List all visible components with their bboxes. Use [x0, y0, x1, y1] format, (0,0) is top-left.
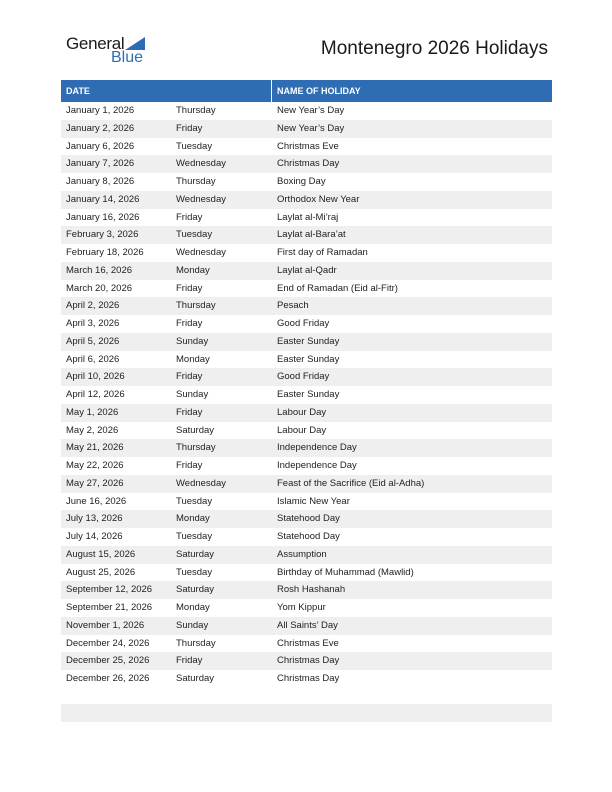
holiday-weekday: Monday [176, 264, 210, 276]
holiday-name: Independence Day [277, 442, 357, 454]
holiday-weekday: Wednesday [176, 247, 226, 258]
date-column-header: DATE [66, 86, 90, 96]
table-row [61, 635, 552, 653]
holiday-name: Orthodox New Year [277, 193, 360, 205]
holiday-weekday: Friday [176, 211, 203, 223]
table-row [61, 138, 552, 156]
holiday-name: Feast of the Sacrifice (Eid al-Adha) [277, 477, 425, 489]
table-row [61, 226, 552, 244]
holiday-weekday: Friday [176, 655, 203, 667]
holiday-date: July 13, 2026 [66, 513, 123, 525]
holiday-date: December 24, 2026 [66, 637, 150, 649]
holiday-date: November 1, 2026 [66, 619, 145, 631]
holiday-name: New Year’s Day [277, 105, 345, 116]
holiday-name: Christmas Eve [277, 637, 339, 649]
table-row [61, 262, 552, 280]
page-title: Montenegro 2026 Holidays [320, 38, 548, 59]
holiday-weekday: Tuesday [176, 495, 213, 507]
holiday-date: April 5, 2026 [66, 335, 120, 347]
holiday-name: Easter Sunday [277, 389, 340, 400]
holiday-weekday: Friday [176, 406, 203, 418]
holiday-date: February 3, 2026 [66, 229, 139, 241]
holiday-name: Independence Day [277, 460, 357, 471]
holiday-weekday: Friday [176, 282, 203, 294]
holiday-name: Rosh Hashanah [277, 584, 346, 596]
holiday-date: January 6, 2026 [66, 140, 135, 152]
table-row [61, 493, 552, 511]
holiday-name-column-header: NAME OF HOLIDAY [277, 86, 361, 96]
holiday-date: June 16, 2026 [66, 495, 127, 507]
holiday-weekday: Friday [176, 460, 203, 471]
holiday-weekday: Thursday [176, 637, 216, 649]
table-row [61, 404, 552, 422]
table-row [61, 297, 552, 315]
holiday-date: February 18, 2026 [66, 247, 144, 258]
table-row [61, 386, 552, 404]
holiday-name: Good Friday [277, 371, 330, 383]
table-row [61, 280, 552, 298]
holiday-date: September 12, 2026 [66, 584, 153, 596]
holiday-date: January 14, 2026 [66, 193, 140, 205]
holiday-date: April 12, 2026 [66, 389, 125, 400]
holiday-name: Labour Day [277, 424, 327, 436]
holiday-name: Assumption [277, 548, 327, 560]
holiday-date: April 3, 2026 [66, 318, 120, 329]
table-body [61, 102, 552, 688]
holiday-date: March 20, 2026 [66, 282, 133, 294]
table-row [61, 102, 552, 120]
holiday-weekday: Friday [176, 122, 203, 134]
table-row [61, 368, 552, 386]
holiday-name: Good Friday [277, 318, 330, 329]
footer-bar [61, 704, 552, 722]
table-row [61, 510, 552, 528]
holiday-date: May 1, 2026 [66, 406, 119, 418]
holiday-date: May 27, 2026 [66, 477, 124, 489]
holiday-weekday: Tuesday [176, 566, 213, 578]
holiday-weekday: Thursday [176, 300, 216, 312]
holiday-name: Easter Sunday [277, 335, 340, 347]
holiday-name: Boxing Day [277, 176, 326, 187]
holiday-name: Laylat al-Bara’at [277, 229, 346, 241]
table-row [61, 439, 552, 457]
holiday-weekday: Saturday [176, 548, 215, 560]
holiday-name: First day of Ramadan [277, 247, 368, 258]
holiday-name: End of Ramadan (Eid al-Fitr) [277, 282, 398, 294]
holiday-name: Christmas Day [277, 655, 340, 667]
holiday-date: March 16, 2026 [66, 264, 133, 276]
holiday-weekday: Thursday [176, 442, 216, 454]
holiday-name: All Saints’ Day [277, 619, 338, 631]
holiday-date: January 1, 2026 [66, 105, 135, 116]
holiday-date: July 14, 2026 [66, 531, 123, 542]
holiday-date: April 6, 2026 [66, 353, 120, 365]
holiday-weekday: Tuesday [176, 531, 213, 542]
table-row [61, 581, 552, 599]
table-row [61, 564, 552, 582]
holiday-date: May 21, 2026 [66, 442, 124, 454]
holiday-weekday: Sunday [176, 389, 209, 400]
holiday-date: January 16, 2026 [66, 211, 140, 223]
holiday-weekday: Wednesday [176, 158, 226, 170]
holiday-name: Christmas Day [277, 673, 340, 684]
holiday-weekday: Monday [176, 513, 210, 525]
holiday-name: Laylat al-Qadr [277, 264, 337, 276]
logo-text-blue: Blue [111, 49, 144, 66]
holiday-weekday: Thursday [176, 105, 216, 116]
table-row [61, 191, 552, 209]
header-divider [271, 80, 272, 102]
holiday-name: Christmas Eve [277, 140, 339, 152]
holiday-date: December 25, 2026 [66, 655, 150, 667]
table-row [61, 599, 552, 617]
table-row [61, 457, 552, 475]
table-row [61, 155, 552, 173]
holiday-date: May 22, 2026 [66, 460, 124, 471]
holiday-weekday: Sunday [176, 335, 209, 347]
generalblue-logo [66, 34, 156, 68]
table-row [61, 670, 552, 688]
holiday-name: Birthday of Muhammad (Mawlid) [277, 566, 414, 578]
holiday-name: Islamic New Year [277, 495, 350, 507]
table-row [61, 546, 552, 564]
holiday-weekday: Friday [176, 318, 203, 329]
holiday-date: April 2, 2026 [66, 300, 120, 312]
holiday-weekday: Saturday [176, 673, 215, 684]
holiday-date: August 25, 2026 [66, 566, 136, 578]
holiday-name: Christmas Day [277, 158, 340, 170]
holiday-date: August 15, 2026 [66, 548, 136, 560]
holiday-name: Easter Sunday [277, 353, 340, 365]
holiday-date: December 26, 2026 [66, 673, 150, 684]
table-row [61, 120, 552, 138]
holiday-name: New Year’s Day [277, 122, 345, 134]
holiday-date: January 7, 2026 [66, 158, 135, 170]
table-header [61, 80, 552, 102]
holiday-weekday: Monday [176, 353, 210, 365]
holiday-weekday: Wednesday [176, 477, 226, 489]
holiday-date: January 8, 2026 [66, 176, 135, 187]
holiday-weekday: Thursday [176, 176, 216, 187]
holiday-name: Yom Kippur [277, 602, 326, 613]
table-row [61, 351, 552, 369]
holidays-table [61, 80, 552, 688]
table-row [61, 315, 552, 333]
table-row [61, 173, 552, 191]
holiday-weekday: Saturday [176, 584, 215, 596]
holiday-weekday: Saturday [176, 424, 215, 436]
table-row [61, 528, 552, 546]
table-row [61, 244, 552, 262]
holiday-name: Laylat al-Mi’raj [277, 211, 339, 223]
table-row [61, 475, 552, 493]
holiday-date: January 2, 2026 [66, 122, 135, 134]
table-row [61, 333, 552, 351]
holiday-date: May 2, 2026 [66, 424, 119, 436]
holiday-name: Labour Day [277, 406, 327, 418]
table-row [61, 422, 552, 440]
holiday-weekday: Monday [176, 602, 210, 613]
table-row [61, 652, 552, 670]
holiday-weekday: Sunday [176, 619, 209, 631]
holiday-name: Statehood Day [277, 531, 340, 542]
holiday-name: Statehood Day [277, 513, 340, 525]
holiday-weekday: Tuesday [176, 229, 213, 241]
table-row [61, 617, 552, 635]
holiday-weekday: Wednesday [176, 193, 226, 205]
holiday-date: April 10, 2026 [66, 371, 125, 383]
holiday-name: Pesach [277, 300, 309, 312]
holiday-date: September 21, 2026 [66, 602, 153, 613]
holiday-weekday: Tuesday [176, 140, 213, 152]
holiday-weekday: Friday [176, 371, 203, 383]
table-row [61, 209, 552, 227]
logo-text-general: General [66, 34, 125, 53]
